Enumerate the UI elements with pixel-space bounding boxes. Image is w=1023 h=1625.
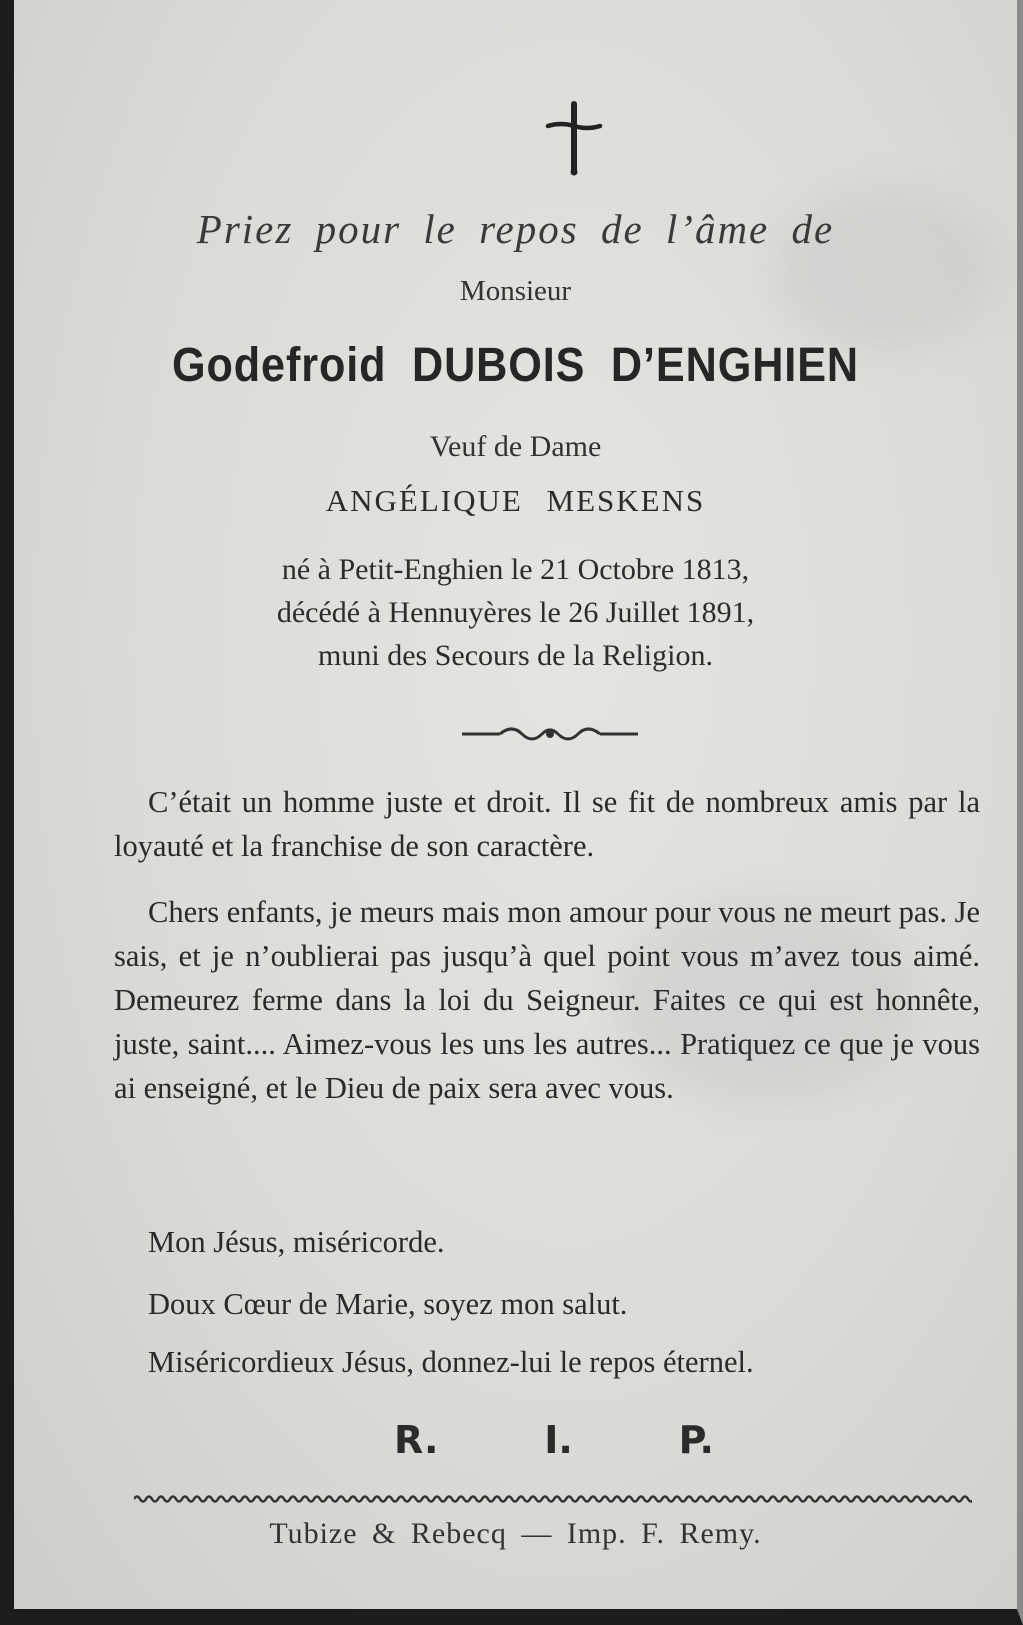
life-dates: [14, 548, 1017, 677]
birth-line: né à Petit-Enghien le 21 Octobre 1813,: [281, 553, 750, 586]
sacraments-line: muni des Secours de la Religion.: [318, 639, 713, 672]
relation-label: Veuf de Dame: [429, 430, 602, 463]
cross-icon: [544, 100, 604, 180]
printer-imprint: Tubize & Rebecq — Imp. F. Remy.: [269, 1517, 762, 1550]
prayer-line: Doux Cœur de Marie, soyez mon salut.: [148, 1287, 628, 1321]
prayer-heading: Priez pour le repos de l’âme de: [196, 206, 835, 252]
spouse-name: ANGÉLIQUE MESKENS: [325, 483, 706, 518]
prayer-line: Mon Jésus, miséricorde.: [148, 1225, 445, 1259]
farewell-text: Chers enfants, je meurs mais mon amour pour vous ne meurt pas. Je sais, et je n’oublierai pas jusqu’à quel point vous m’avez tous aimé. Demeurez ferme dans la loi du Seigneur. Faites ce qui est honnête, juste, saint.... Aimez-vous les uns les autres... Pratiquez ce que je vous ai enseigné, et le Dieu de paix sera avec vous.: [114, 895, 980, 1105]
tribute-text: C’était un homme juste et droit. Il se fit de nombreux amis par la loyauté et la franchise de son caractère.: [114, 785, 980, 863]
farewell-paragraph: [114, 890, 980, 1110]
rip-letter: I.: [544, 1418, 573, 1462]
rip-letters: [394, 1418, 714, 1462]
honorific: Monsieur: [459, 275, 572, 307]
prayer-line: Miséricordieux Jésus, donnez-lui le repos éternel.: [148, 1345, 754, 1379]
deceased-name: Godefroid DUBOIS D’ENGHIEN: [171, 339, 860, 392]
rip-letter: P.: [678, 1418, 714, 1462]
ornament-divider: [460, 723, 640, 745]
death-line: décédé à Hennuyères le 26 Juillet 1891,: [276, 596, 755, 629]
rip-letter: R.: [394, 1418, 439, 1462]
wavy-rule: [134, 1492, 972, 1506]
tribute-paragraph: [114, 780, 980, 868]
